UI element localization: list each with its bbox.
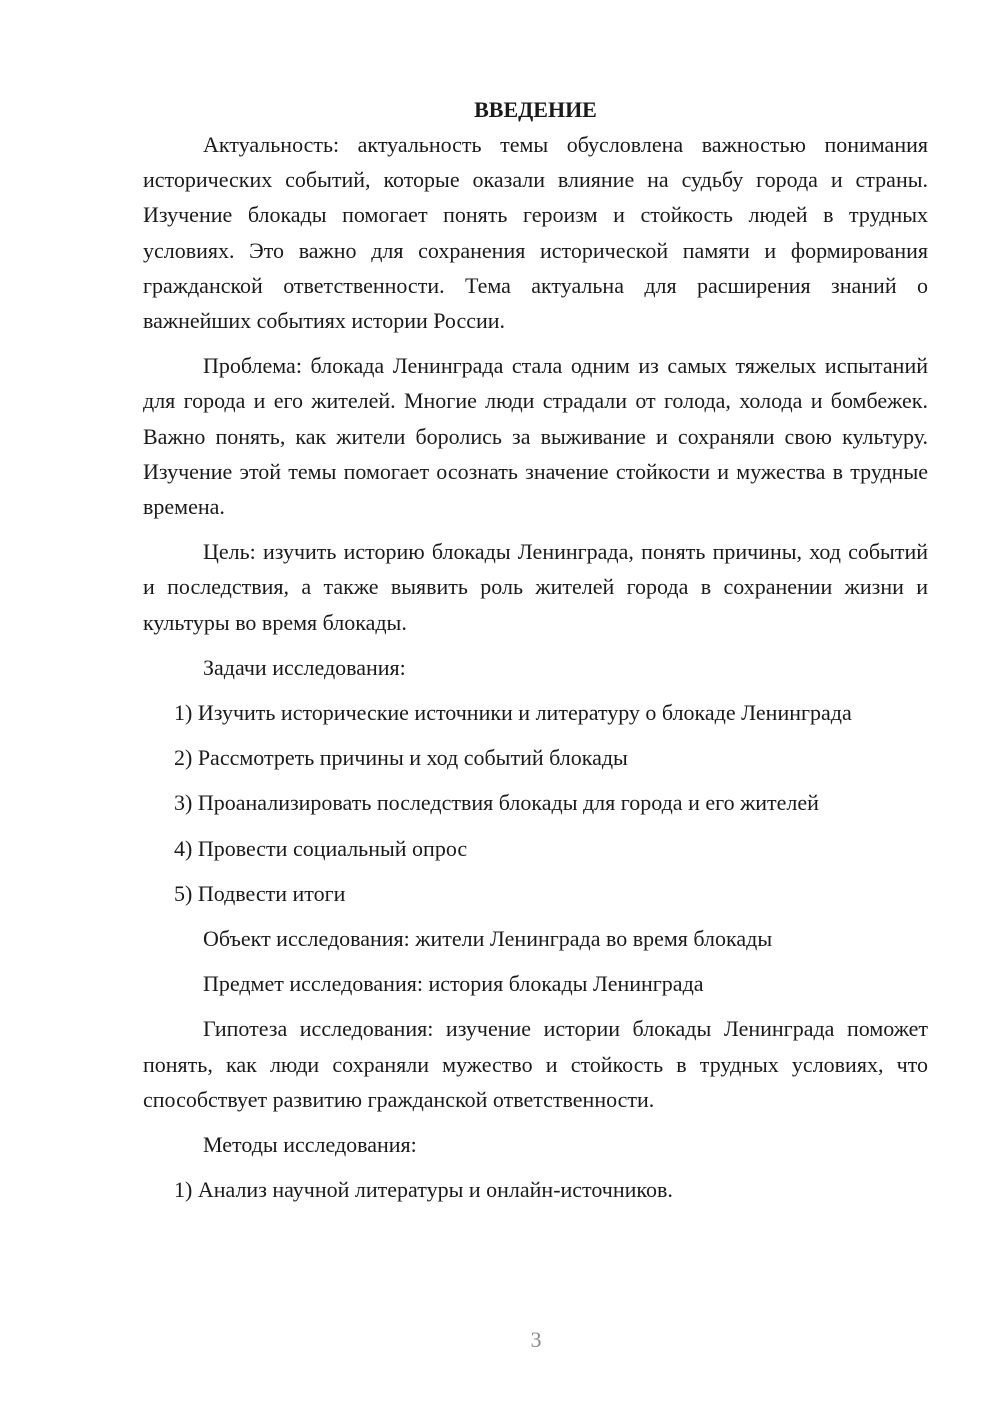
hypothesis-paragraph: Гипотеза исследования: изучение истории блокады Ленинграда поможет понять, как люди сохраняли мужество и стойкость в трудных условиях, что способствует развитию гражданской ответственности. — [143, 1016, 928, 1112]
page-number: 3 — [530, 1327, 542, 1352]
task-item-3: 3) Проанализировать последствия блокады для города и его жителей — [174, 790, 819, 816]
object-paragraph: Объект исследования: жители Ленинграда во время блокады — [203, 926, 773, 952]
subject-paragraph: Предмет исследования: история блокады Ленинграда — [203, 971, 704, 997]
task-item-4: 4) Провести социальный опрос — [174, 835, 468, 861]
task-item-2: 2) Рассмотреть причины и ход событий блокады — [174, 745, 628, 771]
method-item-1: 1) Анализ научной литературы и онлайн-источников. — [174, 1177, 673, 1203]
page-title: ВВЕДЕНИЕ — [474, 97, 597, 122]
tasks-heading: Задачи исследования: — [203, 654, 406, 680]
task-item-5: 5) Подвести итоги — [174, 880, 346, 906]
goal-paragraph: Цель: изучить историю блокады Ленинграда, понять причины, ход событий и последствия, а также выявить роль жителей города в сохранении жизни и культуры во время блокады. — [143, 539, 928, 635]
problem-paragraph: Проблема: блокада Ленинграда стала одним из самых тяжелых испытаний для города и его жителей. Многие люди страдали от голода, холода и бомбежек. Важно понять, как жители боролись за выживание и сохраняли свою культуру. Изучение этой темы помогает осознать значение стойкости и мужества в трудные времена. — [143, 353, 928, 520]
document-page — [143, 93, 928, 1217]
relevance-paragraph: Актуальность: актуальность темы обусловлена важностью понимания исторических событий, которые оказали влияние на судьбу города и страны. Изучение блокады помогает понять героизм и стойкость людей в трудных условиях. Это важно для сохранения исторической памяти и формирования гражданской ответственности. Тема актуальна для расширения знаний о важнейших событиях истории России. — [143, 132, 928, 334]
task-item-1: 1) Изучить исторические источники и литературу о блокаде Ленинграда — [174, 700, 852, 726]
methods-heading: Методы исследования: — [203, 1132, 417, 1158]
